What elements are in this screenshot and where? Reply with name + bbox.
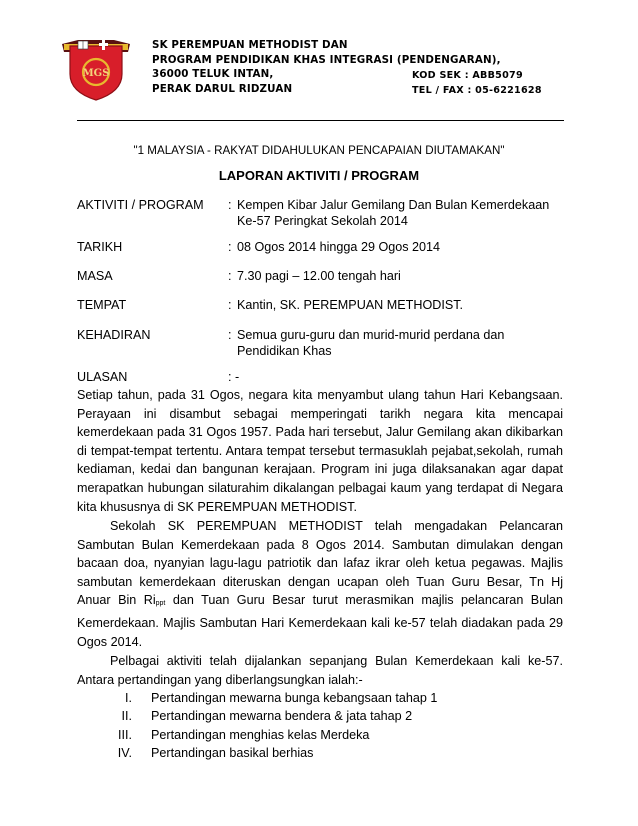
field-colon: : xyxy=(228,298,232,312)
field-colon: : xyxy=(228,198,232,212)
field-value: Semua guru-guru dan murid-murid perdana dan Pendidikan Khas xyxy=(237,328,505,358)
list-item-text: Pertandingan mewarna bunga kebangsaan tahap 1 xyxy=(151,691,438,705)
field-tarikh xyxy=(77,240,567,258)
field-value: 08 Ogos 2014 hingga 29 Ogos 2014 xyxy=(237,240,441,254)
list-item-number: I. xyxy=(125,691,132,705)
list-item-text: Pertandingan basikal berhias xyxy=(151,746,314,761)
paragraph-2-text-b: dan Tuan Guru Besar turut merasmikan majlis pelancaran Bulan Kemerdekaan. Majlis Sambutan Hari Kemerdekaan kali ke-57 telah diadakan pada 29 Ogos 2014. xyxy=(77,593,563,649)
motto: "1 MALAYSIA - RAKYAT DIDAHULUKAN PENCAPAIAN DIUTAMAKAN" xyxy=(133,144,505,157)
field-colon: : - xyxy=(228,370,240,384)
paragraph-3: Pelbagai aktiviti telah dijalankan sepanjang Bulan Kemerdekaan kali ke-57. Antara pertandingan yang diberlangsungkan ialah:- xyxy=(77,654,563,687)
field-label: KEHADIRAN xyxy=(77,328,151,342)
school-crest-logo xyxy=(58,34,134,102)
field-colon: : xyxy=(228,240,232,254)
field-label: MASA xyxy=(77,269,113,283)
field-value: 7.30 pagi – 12.00 tengah hari xyxy=(237,269,401,283)
paragraph-2-subscript: ppt xyxy=(155,600,166,608)
field-label: ULASAN xyxy=(77,370,128,384)
list-item-number: IV. xyxy=(117,746,132,761)
report-title: LAPORAN AKTIVITI / PROGRAM xyxy=(218,168,420,183)
school-code-block xyxy=(412,69,542,98)
paragraph-2 xyxy=(77,517,563,651)
paragraph-1: Setiap tahun, pada 31 Ogos, negara kita menyambut ulang tahun Hari Kebangsaan. Perayaan ini disambut sebagai memperingati tarikh negara kita mencapai kemerdekaan pada 31 Ogos 1957. Pada hari tersebut, Jalur Gemilang akan dikibarkan di tempat-tempat tertentu. Antara tempat tersebut termasuklah pejabat,sekolah, rumah kediaman, kedai dan bangunan kerajaan. Program ini juga dilaksanakan agar dapat merapatkan hubungan silaturahim dikalangan pelbagai kaum yang terdapat di Negara kita khususnya di SK PEREMPUAN METHODIST. xyxy=(77,388,563,514)
list-item xyxy=(77,726,563,744)
program-name: PROGRAM PENDIDIKAN KHAS INTEGRASI (PENDENGARAN), xyxy=(152,53,501,66)
list-item xyxy=(77,689,563,707)
field-kehadiran xyxy=(77,328,567,362)
field-aktiviti xyxy=(77,198,567,232)
list-item-number: II. xyxy=(121,709,132,724)
school-name: SK PEREMPUAN METHODIST DAN xyxy=(152,39,348,51)
address-line-1: 36000 TELUK INTAN, xyxy=(152,68,274,81)
list-item xyxy=(77,744,563,762)
address-line-2: PERAK DARUL RIDZUAN xyxy=(152,82,293,95)
field-colon: : xyxy=(228,328,232,342)
school-code: KOD SEK : ABB5079 xyxy=(412,70,523,81)
field-label: AKTIVITI / PROGRAM xyxy=(77,198,204,212)
list-item-text: Pertandingan menghias kelas Merdeka xyxy=(151,727,370,742)
list-item xyxy=(77,707,563,725)
competition-list xyxy=(77,689,563,763)
header-divider xyxy=(77,120,564,121)
list-item-text: Pertandingan mewarna bendera & jata tahap 2 xyxy=(151,709,413,724)
field-masa xyxy=(77,269,567,287)
field-tempat xyxy=(77,298,567,316)
list-item-number: III. xyxy=(118,727,132,742)
field-colon: : xyxy=(228,269,232,283)
paragraph-2-text-a: Sekolah SK PEREMPUAN METHODIST telah mengadakan Pelancaran Sambutan Bulan Kemerdekaan pada 8 Ogos 2014. Sambutan dimulakan dengan bacaan doa, nyanyian lagu-lagu patriotik dan lafaz ikrar oleh ketua pegawas. Majlis sambutan kemerdekaan diteruskan dengan ucapan oleh Tuan Guru Besar, Tn Hj Anuar Bin Ri xyxy=(77,519,563,608)
tel-fax: TEL / FAX : 05-6221628 xyxy=(412,84,542,96)
logo-letters: MGS xyxy=(82,68,110,79)
field-label: TEMPAT xyxy=(77,298,127,312)
field-value: Kempen Kibar Jalur Gemilang Dan Bulan Kemerdekaan Ke-57 Peringkat Sekolah 2014 xyxy=(237,198,550,228)
field-value: Kantin, SK. PEREMPUAN METHODIST. xyxy=(237,298,464,312)
field-label: TARIKH xyxy=(77,240,123,254)
